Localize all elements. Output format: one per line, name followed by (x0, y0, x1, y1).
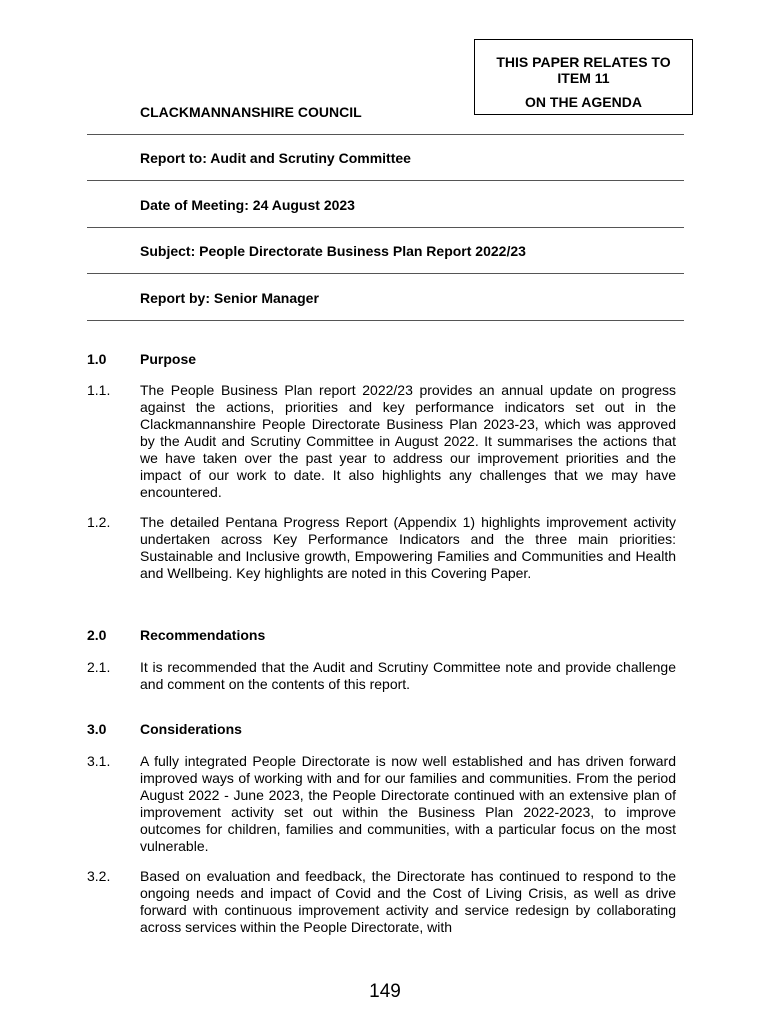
paragraph-number: 3.1. (87, 753, 111, 769)
divider (87, 134, 684, 135)
section-number: 2.0 (87, 627, 107, 643)
paragraph: It is recommended that the Audit and Scrutiny Committee note and provide challenge and comment on the contents of this report. (140, 659, 676, 692)
paragraph-number: 2.1. (87, 659, 111, 675)
agenda-box-line-1: THIS PAPER RELATES TO (496, 54, 671, 70)
section-title: Purpose (140, 351, 197, 367)
divider (87, 273, 684, 274)
paragraph: A fully integrated People Directorate is now well established and has driven forward improved ways of working with and for our families and communities. From the period August 2022 - June 2023, the People Directorate continued with an extensive plan of improvement activity set out within the Business Plan 2022-2023, to improve outcomes for children, families and communities, with a particular focus on the most vulnerable. (140, 753, 676, 854)
council-name: CLACKMANNANSHIRE COUNCIL (140, 104, 362, 120)
agenda-box-line-2: ITEM 11 (557, 70, 610, 86)
section-number: 3.0 (87, 721, 107, 737)
divider (87, 320, 684, 321)
report-to: Report to: Audit and Scrutiny Committee (140, 150, 411, 166)
agenda-box-line-3: ON THE AGENDA (525, 94, 642, 110)
subject: Subject: People Directorate Business Plan Report 2022/23 (140, 243, 526, 259)
section-number: 1.0 (87, 351, 107, 367)
paragraph: Based on evaluation and feedback, the Directorate has continued to respond to the ongoing needs and impact of Covid and the Cost of Living Crisis, as well as drive forward with continuous improvement activity and service redesign by collaborating across services within the People Directorate, with (140, 868, 676, 935)
paragraph-number: 1.1. (87, 382, 111, 398)
paragraph: The People Business Plan report 2022/23 provides an annual update on progress against the actions, priorities and key performance indicators set out in the Clackmannanshire People Directorate Business Plan 2023-23, which was approved by the Audit and Scrutiny Committee in August 2022. It summarises the actions that we have taken over the past year to address our improvement priorities and the impact of our work to date. It also highlights any challenges that we may have encountered. (140, 382, 676, 500)
agenda-item-box (474, 39, 693, 115)
section-title: Considerations (140, 721, 242, 737)
paragraph-number: 1.2. (87, 514, 111, 530)
paragraph-number: 3.2. (87, 868, 111, 884)
report-by: Report by: Senior Manager (140, 290, 319, 306)
paragraph: The detailed Pentana Progress Report (Appendix 1) highlights improvement activity undertaken across Key Performance Indicators and the three main priorities: Sustainable and Inclusive growth, Empowering Families and Communities and Health and Wellbeing. Key highlights are noted in this Covering Paper. (140, 514, 676, 581)
section-title: Recommendations (140, 627, 266, 643)
divider (87, 227, 684, 228)
date-of-meeting: Date of Meeting: 24 August 2023 (140, 197, 355, 213)
divider (87, 180, 684, 181)
page-number: 149 (369, 981, 401, 1002)
